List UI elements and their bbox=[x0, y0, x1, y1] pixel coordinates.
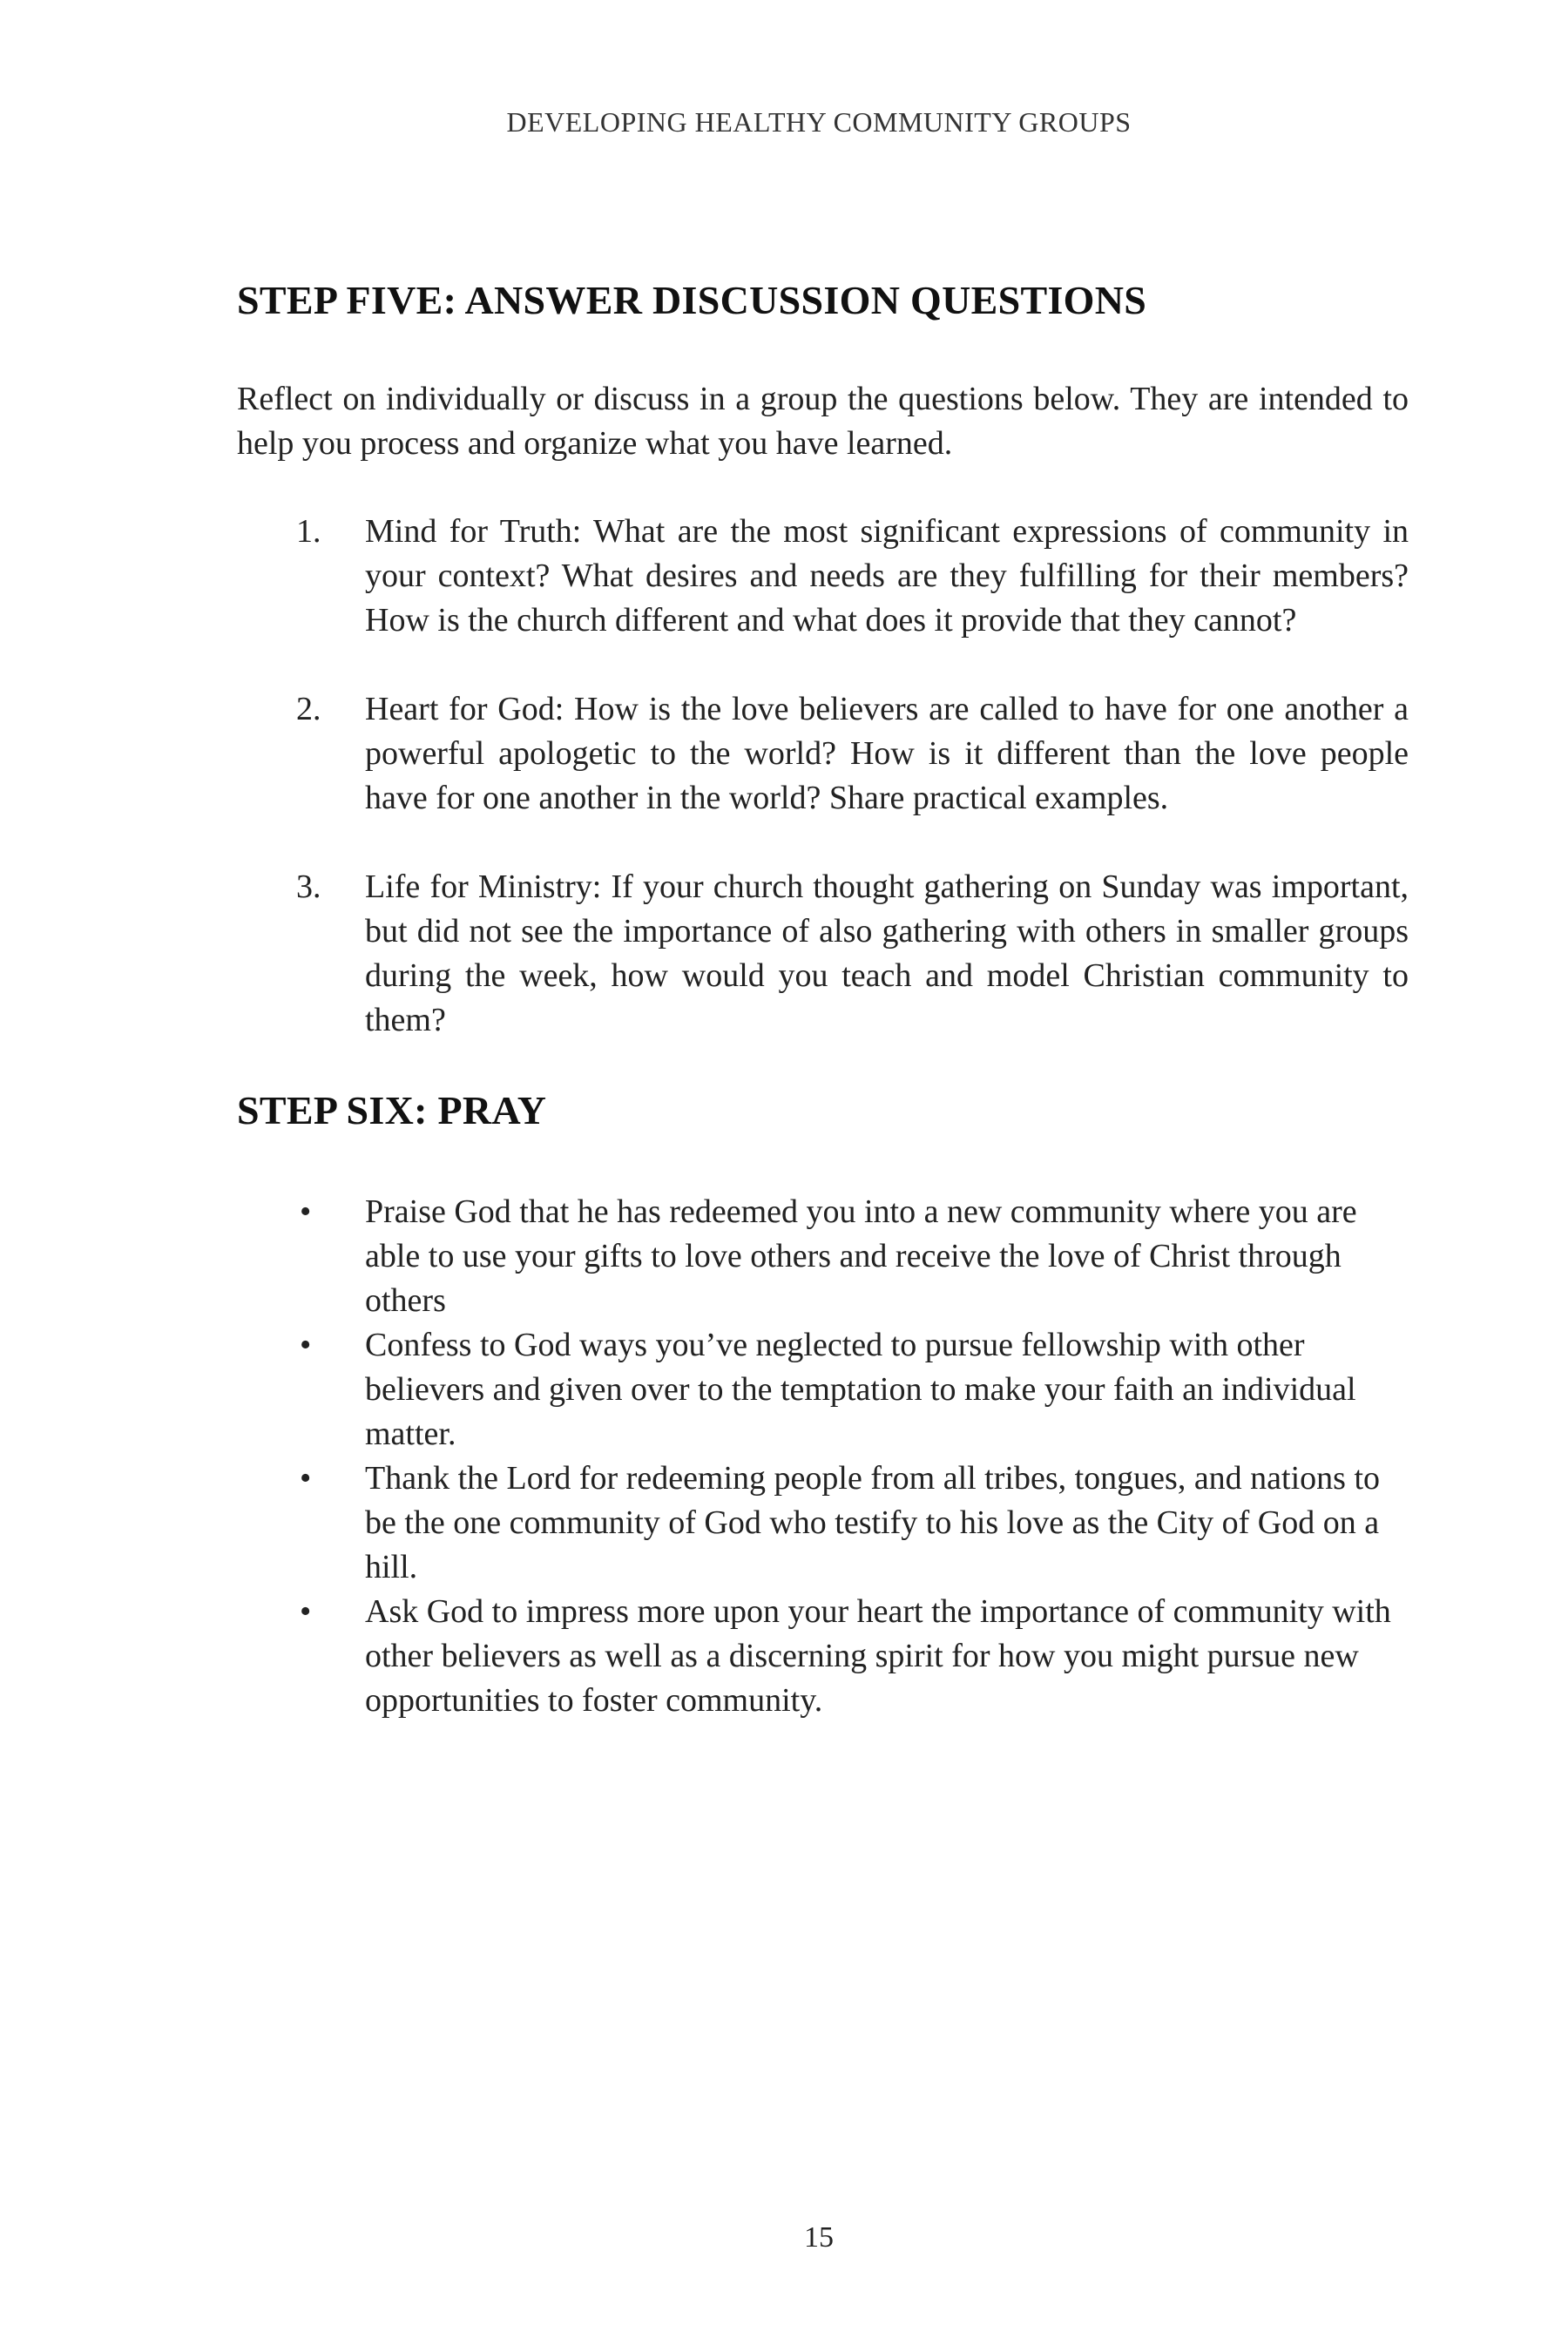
question-item bbox=[237, 687, 1409, 821]
page-content bbox=[237, 277, 1409, 1723]
bullet-icon: • bbox=[300, 1460, 312, 1497]
question-item bbox=[237, 865, 1409, 1043]
prayer-item bbox=[237, 1590, 1409, 1723]
bullet-icon: • bbox=[300, 1593, 312, 1630]
question-text: Life for Ministry: If your church thought gathering on Sunday was important, but did not see the importance of also gathering with others in smaller groups during the week, how would you teach and model Christian community to them? bbox=[365, 868, 1409, 1038]
question-text: Heart for God: How is the love believers are called to have for one another a powerful apologetic to the world? How is it different than the love people have for one another in the world? Share practical examples. bbox=[365, 691, 1409, 816]
page-number: 15 bbox=[804, 2221, 834, 2254]
question-text: Mind for Truth: What are the most significant expressions of community in your context? What desires and needs are they fulfilling for their members? How is the church different and what does it provide that they cannot? bbox=[365, 513, 1409, 639]
question-number: 1. bbox=[296, 513, 321, 550]
prayer-item bbox=[237, 1323, 1409, 1456]
step-five-heading: STEP FIVE: ANSWER DISCUSSION QUESTIONS bbox=[237, 278, 1147, 322]
prayer-text: Praise God that he has redeemed you into a new community where you are able to use your gifts to love others and receive the love of Christ through others bbox=[365, 1193, 1357, 1319]
step-five-intro: Reflect on individually or discuss in a group the questions below. They are intended to help you process and organize what you have learned. bbox=[237, 381, 1409, 462]
prayer-text: Thank the Lord for redeeming people from all tribes, tongues, and nations to be the one community of God who testify to his love as the City of God on a hill. bbox=[365, 1460, 1381, 1585]
question-number: 3. bbox=[296, 868, 321, 905]
question-number: 2. bbox=[296, 691, 321, 727]
discussion-questions-list bbox=[237, 510, 1409, 1043]
bullet-icon: • bbox=[300, 1327, 312, 1363]
prayer-text: Ask God to impress more upon your heart the importance of community with other believers as well as a discerning spirit for how you might pursue new opportunities to foster community. bbox=[365, 1593, 1391, 1719]
prayer-text: Confess to God ways you’ve neglected to pursue fellowship with other believers and given over to the temptation to make your faith an individual matter. bbox=[365, 1327, 1356, 1452]
step-six-heading: STEP SIX: PRAY bbox=[237, 1088, 547, 1132]
running-header: DEVELOPING HEALTHY COMMUNITY GROUPS bbox=[506, 106, 1132, 138]
prayer-item bbox=[237, 1190, 1409, 1323]
bullet-icon: • bbox=[300, 1193, 312, 1230]
prayer-list bbox=[237, 1190, 1409, 1723]
question-item bbox=[237, 510, 1409, 643]
prayer-item bbox=[237, 1456, 1409, 1590]
